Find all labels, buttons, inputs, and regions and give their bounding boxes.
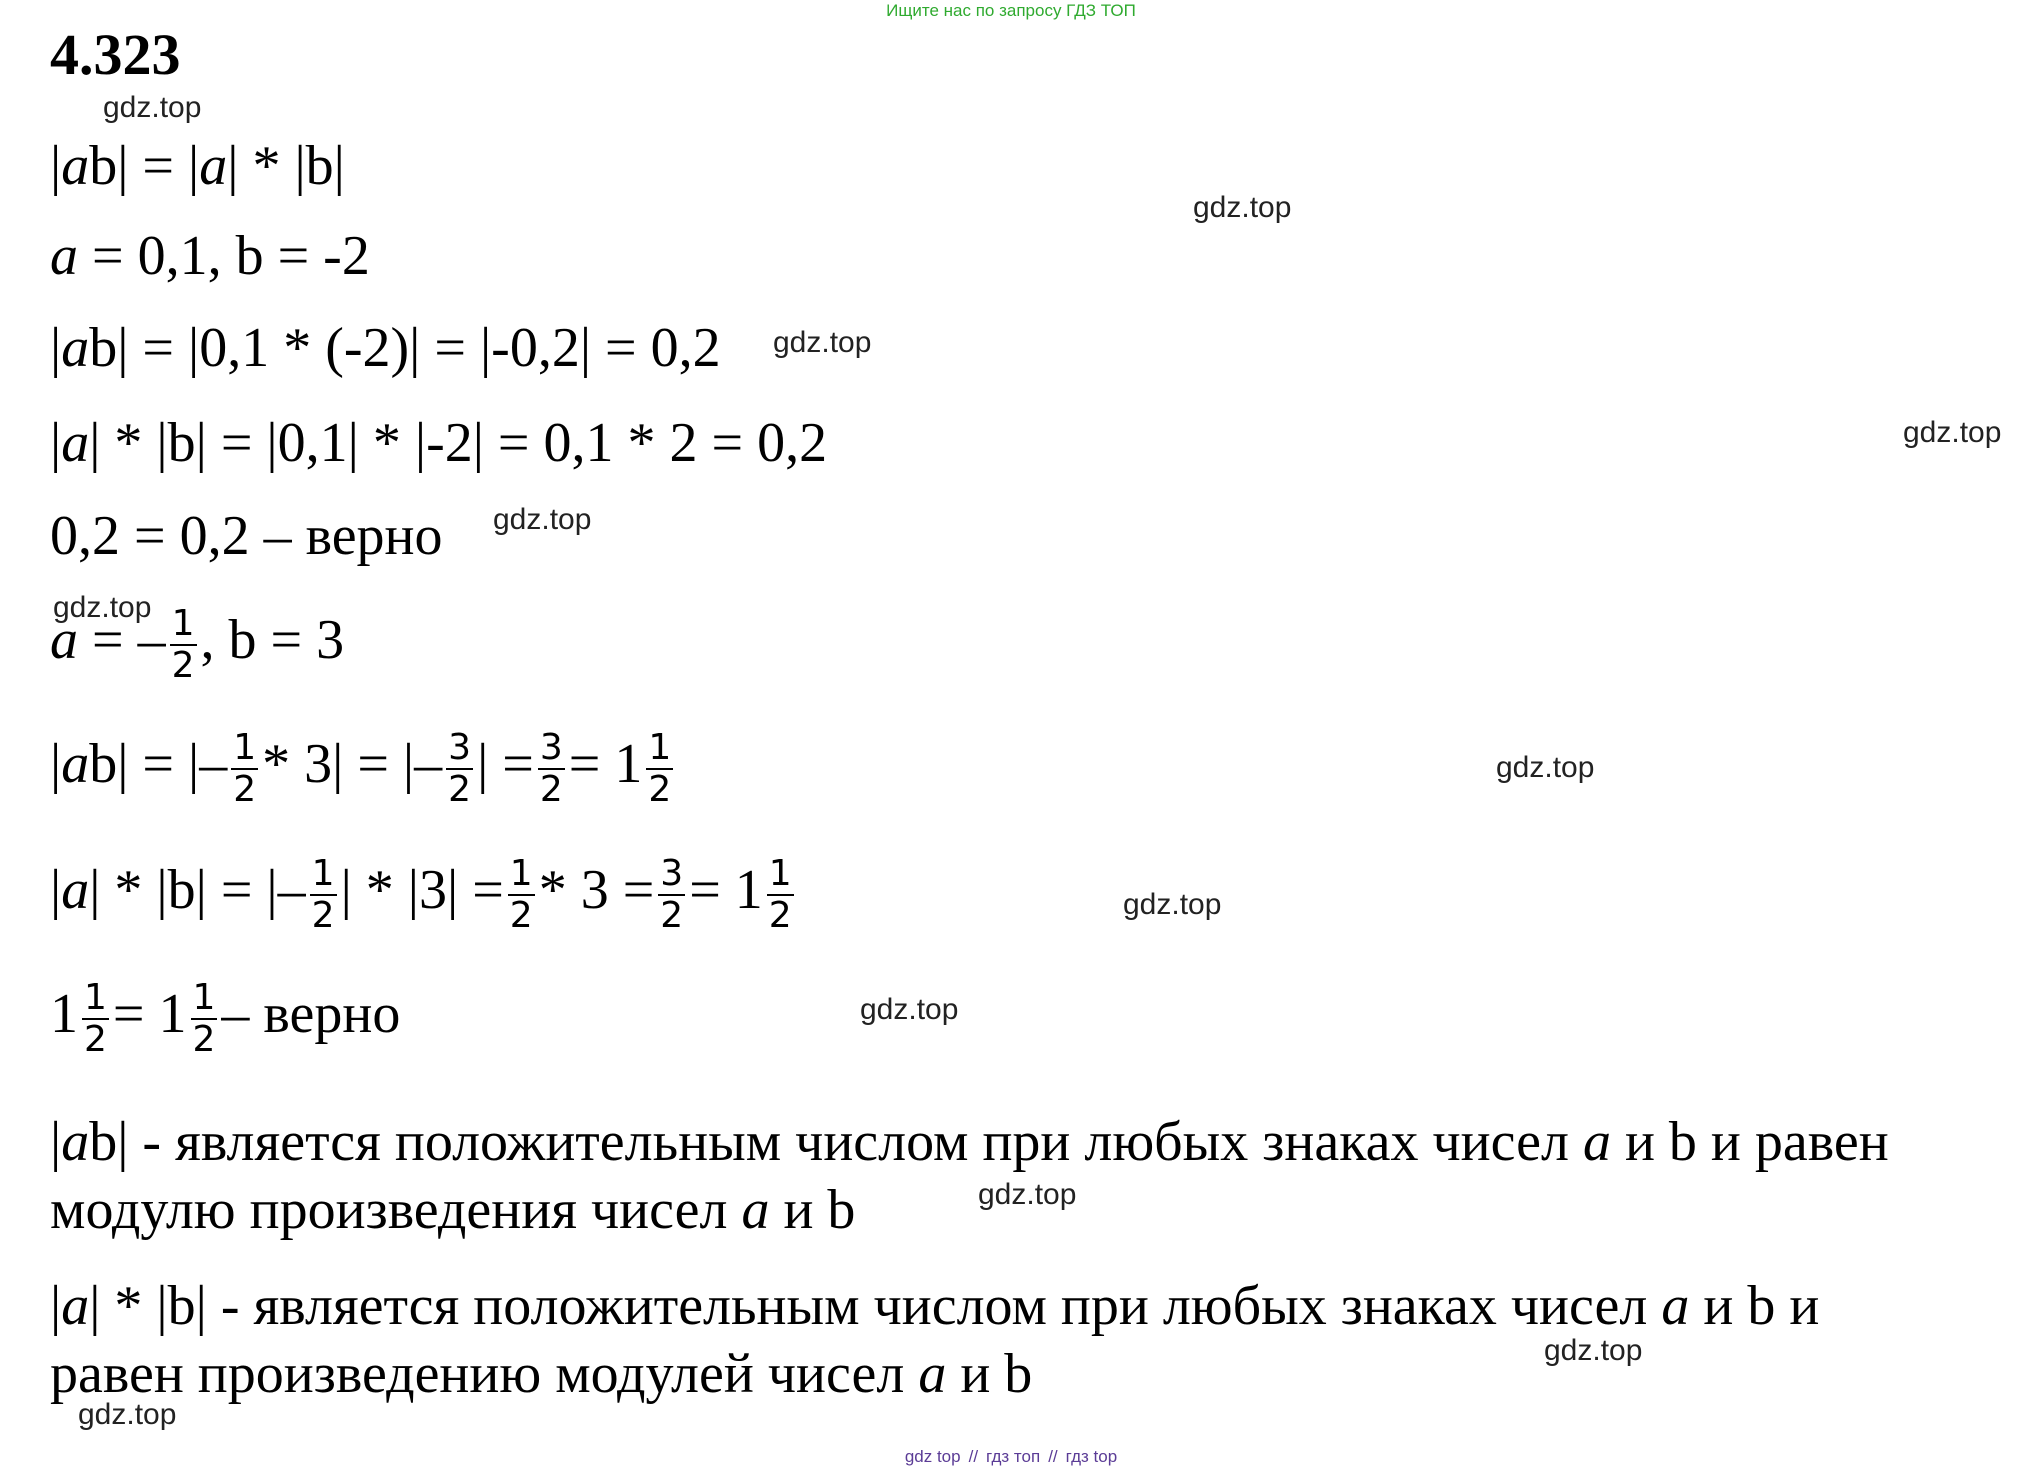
check-line-1: 0,2 = 0,2 – верно [50, 505, 443, 567]
fraction: $\frac{1}{2}$ [768, 853, 792, 936]
fraction: $\frac{1}{2}$ [509, 853, 533, 936]
fraction: $\frac{1}{2}$ [84, 977, 107, 1060]
fraction: $\frac{1}{2}$ [648, 727, 672, 810]
top-banner: Ищите нас по запросу ГДЗ ТОП [886, 1, 1136, 20]
footer-links [0, 1447, 2022, 1467]
footer-link[interactable]: гдз top [1065, 1447, 1118, 1466]
fraction: $\frac{1}{2}$ [192, 977, 216, 1060]
footer-separator: // [968, 1447, 979, 1466]
calc-line-3: |ab| = |– $\frac{1}{2}$ * 3| = |– $\frac{3}{2}$ | = $\frac{3}{2}$ = 1 $\frac{1}{2}$ [50, 727, 672, 810]
footer-separator: // [1048, 1447, 1058, 1466]
watermark: gdz.top [978, 1178, 1077, 1211]
watermark: gdz.top [493, 503, 592, 536]
watermark: gdz.top [53, 591, 152, 624]
fraction: $\frac{3}{2}$ [448, 727, 472, 810]
check-line-2: 1 $\frac{1}{2}$ = 1 $\frac{1}{2}$ – верно [50, 977, 401, 1060]
fraction: $\frac{1}{2}$ [311, 853, 335, 936]
fraction: $\frac{1}{2}$ [233, 727, 257, 810]
calc-line-4: |a| * |b| = |– $\frac{1}{2}$ | * |3| = $\frac{1}{2}$ * 3 = $\frac{3}{2}$ = 1 $\frac{1}{2}$ [50, 853, 792, 936]
conclusion-paragraph-1: |ab| - является положительным числом при любых знаках чисел a и b и равен модулю произведения чисел a и b [50, 1111, 1889, 1241]
watermark: gdz.top [1903, 416, 2002, 449]
rule-line: |ab| = |a| * |b| [50, 135, 345, 197]
watermark: gdz.top [860, 993, 959, 1026]
watermark: gdz.top [773, 326, 872, 359]
watermark: gdz.top [78, 1398, 177, 1431]
watermark: gdz.top [1496, 751, 1595, 784]
watermark: gdz.top [103, 91, 202, 124]
calc-line-1: |ab| = |0,1 * (-2)| = |-0,2| = 0,2 [50, 317, 721, 379]
fraction: $\frac{1}{2}$ [171, 603, 195, 686]
conclusion-paragraph-2: |a| * |b| - является положительным числом при любых знаках чисел a и b и равен произведению модулей чисел a и b [50, 1275, 1820, 1405]
footer-link[interactable]: gdz top [904, 1447, 961, 1466]
fraction: $\frac{3}{2}$ [660, 853, 684, 936]
watermark: gdz.top [1193, 191, 1292, 224]
footer-link[interactable]: гдз топ [986, 1447, 1041, 1466]
fraction: $\frac{3}{2}$ [539, 727, 563, 810]
given-values-1: a = 0,1, b = -2 [50, 225, 370, 287]
problem-number: 4.323 [50, 22, 181, 87]
watermark: gdz.top [1544, 1334, 1643, 1367]
calc-line-2: |a| * |b| = |0,1| * |-2| = 0,1 * 2 = 0,2 [50, 412, 828, 474]
watermark: gdz.top [1123, 888, 1222, 921]
given-values-2: a = – $\frac{1}{2}$ , b = 3 [50, 603, 345, 686]
